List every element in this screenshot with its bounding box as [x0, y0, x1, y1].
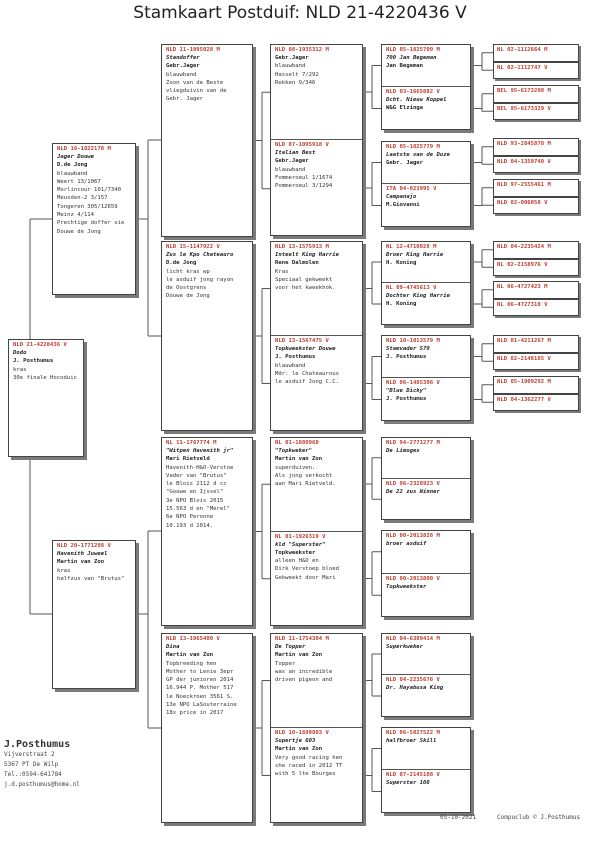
grandparent-line: 6e NPO Peronne [166, 514, 214, 521]
ring-number: NL 01-1889968 [275, 440, 319, 446]
gen5-sire[interactable] [493, 44, 579, 62]
owner-block [4, 739, 80, 790]
pigeon-name: Topkweekster [386, 583, 427, 590]
gen4-pair [381, 437, 471, 520]
info-line: Hasselt 7/292 [275, 71, 319, 78]
gen5-pair [493, 376, 579, 411]
pigeon-name: Dochter King Harrie [386, 293, 450, 299]
info-line: le asduif Jong C.C. [275, 379, 339, 386]
gen5-dam[interactable] [493, 394, 579, 412]
sire-line: Meusden-2 3/157 [57, 195, 108, 202]
grandparent-name: Zus le Kpo Chateauro [166, 252, 234, 258]
gen4-pair [381, 633, 471, 717]
ring-number: NLD 94-2771277 M [386, 440, 440, 446]
owner-name: W&G Elzinga [386, 105, 424, 112]
owner-name: Topkweekster [275, 549, 316, 556]
gen4-dam[interactable] [382, 770, 470, 812]
owner-name: J. Posthumus [275, 354, 316, 361]
gen4-sire[interactable] [382, 438, 470, 479]
owner-phone: Tel.:0594-641784 [4, 771, 62, 778]
gen5-pair [493, 241, 579, 276]
gen5-sire[interactable] [493, 85, 579, 103]
ring-number: NLD 01-4211267 M [497, 338, 551, 344]
owner-name: J. Posthumus [386, 354, 427, 361]
info-line: with 5 lte Bourges [275, 771, 336, 778]
ring-number: NL 09-4745613 V [386, 285, 437, 291]
grandparent-line: 10.193 d 2014. [166, 522, 214, 529]
great-grandparent-dam[interactable] [271, 532, 362, 626]
info-line: voor het kweekhok. [275, 285, 336, 292]
grandparent-line: Gebr. Jager [166, 96, 204, 103]
ring-number: NLD 05-1825700 M [386, 47, 440, 53]
great-grandparent-sire[interactable] [271, 634, 362, 728]
dam-owner: Martin van Zon [57, 559, 105, 566]
pigeon-name: Italian Best [275, 150, 316, 156]
ring-number: NLD 04-2235424 M [497, 244, 551, 250]
info-line: superduiven. [275, 464, 316, 471]
grandparent-line: le asduif jong rayon [166, 276, 234, 283]
pigeon-name: Broer King Harrie [386, 252, 444, 258]
pigeon-name: kld "Superster" [275, 541, 326, 548]
pigeon-name: Superkweker [386, 644, 424, 650]
gen5-sire[interactable] [493, 179, 579, 197]
gen5-pair [493, 335, 579, 370]
pigeon-name: De Limoges [386, 448, 420, 454]
ring-number: NLD 05-1909292 M [497, 379, 551, 385]
sire-line: Meinz 4/114 [57, 212, 95, 219]
info-line: aan Mari Rietveld. [275, 481, 336, 488]
grandparent-line: blauwband [166, 71, 197, 78]
ring-number: NLD 06-1485396 V [386, 380, 440, 386]
great-grandparent-pair [270, 633, 363, 823]
gen4-sire[interactable] [382, 531, 470, 574]
info-line: Speciaal gekweekt [275, 276, 333, 283]
ring-number: NLD 13-1575913 M [275, 244, 329, 250]
owner-name: Gebr. Jager [386, 160, 424, 167]
info-line: Dirk Verstoep bloed [275, 566, 339, 573]
info-line: Als jong verkocht [275, 472, 333, 479]
pigeon-name: broer asduif [386, 541, 427, 547]
owner-name: H. Koning [386, 260, 417, 267]
pigeon-color: kras [13, 366, 27, 373]
dam-ring: NLD 20-1771298 V [57, 543, 111, 549]
gen4-pair [381, 335, 471, 421]
grandparent-name: Dina [166, 644, 180, 650]
info-line: blauwband [275, 166, 306, 173]
ring-number: NL 02-2158976 V [497, 261, 548, 268]
grandparent-line: Vader van "Brutus" [166, 472, 227, 479]
gen5-dam[interactable] [493, 103, 579, 121]
info-line: Pommeroeul 3/1294 [275, 183, 333, 190]
grandparent-line: le Noeckroen 3561 S. [166, 693, 234, 700]
ring-number: NLD 11-1754304 M [275, 636, 329, 642]
grandparent-line: Douwe de Jong [166, 293, 210, 300]
owner-address: Vijverstraat 2 [4, 751, 55, 758]
gen4-dam[interactable] [382, 479, 470, 520]
pigeon-result: 30e finale Hocoduic [13, 374, 77, 381]
gen4-dam[interactable] [382, 378, 470, 420]
owner-name: J. Posthumus [386, 396, 427, 403]
gen4-pair [381, 241, 471, 325]
sire-card[interactable] [52, 143, 136, 295]
grandparent-line: Mother to Lenie 3epr [166, 668, 234, 675]
grandparent-line: "Gouwe en Ijssel" [166, 489, 224, 496]
ring-number: NLD 08-1935312 M [275, 47, 329, 53]
gen5-pair [493, 85, 579, 120]
info-line: was an incredible [275, 668, 333, 675]
great-grandparent-dam[interactable] [271, 336, 362, 430]
ring-number: NLD 04-1359740 V [497, 158, 551, 165]
grandparent-ring: NLD 11-1095028 M [166, 47, 220, 53]
pigeon-name: Dr. Hayabusa King [386, 685, 444, 691]
pigeon-name: De Topper [275, 644, 306, 650]
gen4-dam[interactable] [382, 675, 470, 716]
info-line: Gekweekt door Mari [275, 574, 336, 581]
sire-line: blauwband [57, 170, 88, 177]
owner-postcode: 5367 PT De Wilp [4, 761, 59, 768]
ring-number: NL 02-1112664 M [497, 47, 548, 53]
owner-name: Martin van Zon [275, 746, 323, 753]
grandparent-card[interactable] [161, 241, 253, 431]
owner-name: Gebr.Jager [275, 158, 309, 165]
info-line: alleen H&O en [275, 558, 319, 565]
pigeon-name: Stamvader 579 [386, 346, 430, 352]
ring-number: NLD 04-1362277 V [497, 396, 551, 403]
pigeon-card[interactable] [8, 339, 84, 457]
gen4-sire[interactable] [382, 45, 470, 87]
gen5-sire[interactable] [493, 138, 579, 156]
grandparent-line: le Blois 2112 d cc [166, 481, 227, 488]
owner-name: Rene Dalmolen [275, 260, 319, 267]
pigeon-name: Laatste van de Duze [386, 152, 450, 158]
gen4-pair [381, 44, 471, 130]
copyright: Compuclub © J.Posthumus [497, 814, 581, 821]
pigeon-name: Dcht. Nieuw Koppel [386, 97, 447, 103]
sire-line: Weert 13/1067 [57, 178, 101, 185]
owner-name: H. Koning [386, 301, 417, 308]
gen5-pair [493, 138, 579, 173]
ring-number: NLD 07-2145108 V [386, 772, 440, 778]
grandparent-owner: Mari Rietveld [166, 456, 210, 463]
info-line: Mdr: le Chateauroux [275, 370, 339, 377]
grandparent-line: GP der junioren 2014 [166, 677, 234, 684]
dam-line: halfzus van "Brutus" [57, 575, 125, 582]
gen5-sire[interactable] [493, 335, 579, 353]
info-line: Topper [275, 660, 296, 667]
gen5-sire[interactable] [493, 376, 579, 394]
owner-name: M.Giovanni [386, 202, 420, 209]
grandparent-line: 18x price in 2017 [166, 710, 224, 717]
gen4-sire[interactable] [382, 142, 470, 184]
owner-name: Gebr.Jager [275, 55, 309, 61]
gen4-sire[interactable] [382, 336, 470, 378]
gen5-pair [493, 44, 579, 79]
grandparent-ring: NL 11-1767774 M [166, 440, 217, 446]
ring-number: ITA 04-023995 V [386, 186, 437, 192]
pigeon-ring: NLD 21-4220436 V [13, 342, 67, 348]
great-grandparent-dam[interactable] [271, 728, 362, 822]
ring-number: NLD 97-2555461 M [497, 182, 551, 188]
sire-owner: D.de Jong [57, 162, 88, 169]
sire-line: Prechtige doffer vie [57, 220, 125, 227]
great-grandparent-sire[interactable] [271, 242, 362, 336]
info-line: blauwband [275, 362, 306, 369]
grandparent-line: 13e NPO LaSouterraine [166, 702, 237, 709]
grandparent-line: de Oostgrens [166, 285, 207, 292]
ring-number: NLD 04-2235676 V [386, 677, 440, 683]
info-line: she raced in 2012 TT [275, 762, 343, 769]
owner-name: Jan Begeman [386, 63, 424, 70]
great-grandparent-sire[interactable] [271, 438, 362, 532]
ring-number: NLD 13-1567475 V [275, 338, 329, 344]
owner-name: J.Posthumus [4, 739, 71, 750]
pigeon-name: Supertje 603 [275, 738, 316, 744]
pigeon-name: Dodo [13, 350, 27, 356]
print-date: 05-10-2021 [440, 814, 477, 821]
sire-ring: NLD 16-1822178 M [57, 146, 111, 152]
sire-name: Jager Douwe [57, 154, 95, 160]
ring-number: NLD 02-2148185 V [497, 355, 551, 362]
ring-number: NLD 00-2013800 V [386, 575, 440, 582]
grandparent-line: vliegduivin van de [166, 88, 227, 95]
gen5-dam[interactable] [493, 353, 579, 371]
gen5-dam[interactable] [493, 259, 579, 277]
grandparent-owner: Gebr.Jager [166, 63, 200, 70]
ring-number: NLD 10-1699803 V [275, 730, 329, 736]
dam-line: kras [57, 567, 71, 574]
owner-name: Martin van Zon [275, 652, 323, 659]
ring-number: NLD 00-2013828 M [386, 533, 440, 539]
ring-number: NL 12-4710028 M [386, 244, 437, 250]
ring-number: NLD 93-2845878 M [497, 141, 551, 147]
info-line: blauwband [275, 63, 306, 70]
sire-line: Tongeren 305/12659 [57, 203, 118, 210]
page-title: Stamkaart Postduif: NLD 21-4220436 V [133, 3, 467, 23]
gen4-sire[interactable] [382, 728, 470, 770]
pigeon-name: "Blue Dicky" [386, 388, 427, 394]
ring-number: NL 01-1926319 V [275, 533, 326, 540]
sire-line: Douwe de Jong [57, 228, 101, 235]
grandparent-line: Havenith-H&O-Verstoe [166, 464, 234, 471]
ring-number: BEL 95-6173329 V [497, 105, 551, 112]
owner-email[interactable]: j.d.posthumus@home.nl [4, 781, 80, 788]
great-grandparent-pair [270, 44, 363, 236]
pigeon-name: Topkweekster Douwe [275, 346, 336, 352]
owner-name: Martin van Zon [275, 456, 323, 463]
grandparent-owner: D.de Jong [166, 260, 197, 267]
pigeon-name: 700 Jan Begeman [386, 55, 437, 61]
gen4-pair [381, 530, 471, 617]
info-line: Rekken 9/346 [275, 79, 316, 86]
ring-number: NLD 10-1013579 M [386, 338, 440, 344]
gen4-pair [381, 727, 471, 813]
pigeon-name: Campanajo [386, 194, 417, 200]
gen5-dam[interactable] [493, 62, 579, 80]
pigeon-name: Superster 108 [386, 780, 430, 786]
pigeon-name: De 22 zus Winner [386, 488, 440, 495]
grandparent-name: "Witpen Havenith jr" [166, 448, 234, 454]
gen5-sire[interactable] [493, 241, 579, 259]
pigeon-name: halfbroer Skill [386, 738, 437, 744]
ring-number: NLD 03-1665082 V [386, 89, 440, 95]
grandparent-card[interactable] [161, 633, 253, 823]
dam-name: Havenith Juweel [57, 551, 108, 557]
pigeon-name: Inteelt King Harrie [275, 252, 339, 258]
gen5-pair [493, 281, 579, 316]
gen4-dam[interactable] [382, 574, 470, 617]
ring-number: NLD 96-2328923 V [386, 480, 440, 487]
grandparent-line: licht kras wp [166, 268, 210, 275]
grandparent-line: Topbreeding hen [166, 660, 217, 667]
ring-number: NLD 05-1825779 M [386, 144, 440, 150]
ring-number: NL 02-1112747 V [497, 64, 548, 71]
grandparent-line: 15.563 d en "Merel" [166, 506, 230, 513]
grandparent-card[interactable] [161, 437, 253, 626]
info-line: driven pigeon and [275, 677, 333, 684]
grandparent-ring: NLD 15-1147922 V [166, 244, 220, 250]
gen4-pair [381, 141, 471, 227]
gen4-dam[interactable] [382, 87, 470, 129]
grandparent-owner: Martin van Zon [166, 652, 214, 659]
gen5-sire[interactable] [493, 281, 579, 299]
ring-number: NLD 07-1095918 V [275, 142, 329, 148]
grandparent-line: 3e NPO Blois 2015 [166, 497, 224, 504]
sire-line: Morlincour 101/7340 [57, 187, 121, 194]
gen5-dam[interactable] [493, 156, 579, 174]
great-grandparent-pair [270, 437, 363, 626]
grandparent-name: Standoffer [166, 55, 200, 61]
info-line: Fommeroeul 1/1674 [275, 174, 333, 181]
gen5-dam[interactable] [493, 197, 579, 215]
grandparent-card[interactable] [161, 44, 253, 237]
pigeon-name: "Topkweker" [275, 448, 313, 454]
great-grandparent-sire[interactable] [271, 45, 362, 140]
gen5-dam[interactable] [493, 299, 579, 317]
ring-number: BEL 95-6173298 M [497, 88, 551, 94]
ring-number: NL 06-4727310 V [497, 301, 548, 308]
gen4-sire[interactable] [382, 634, 470, 675]
grandparent-line: Zoon van de Beste [166, 79, 224, 86]
gen4-dam[interactable] [382, 283, 470, 324]
pigeon-owner: J. Posthumus [13, 358, 54, 365]
info-line: Very good racing hen [275, 754, 343, 761]
ring-number: NLD 04-6389414 M [386, 636, 440, 642]
gen4-dam[interactable] [382, 184, 470, 226]
grandparent-line: 16.944 P. Mother 517 [166, 685, 234, 692]
gen4-sire[interactable] [382, 242, 470, 283]
info-line: Kras [275, 268, 289, 275]
great-grandparent-pair [270, 241, 363, 431]
dam-card[interactable] [52, 540, 136, 689]
ring-number: NLD 06-5827522 M [386, 730, 440, 736]
ring-number: NL 06-4727423 M [497, 284, 548, 290]
gen5-pair [493, 179, 579, 214]
ring-number: NLD 02-006058 V [497, 199, 548, 206]
great-grandparent-dam[interactable] [271, 140, 362, 235]
grandparent-ring: NLD 13-1965400 V [166, 636, 220, 642]
